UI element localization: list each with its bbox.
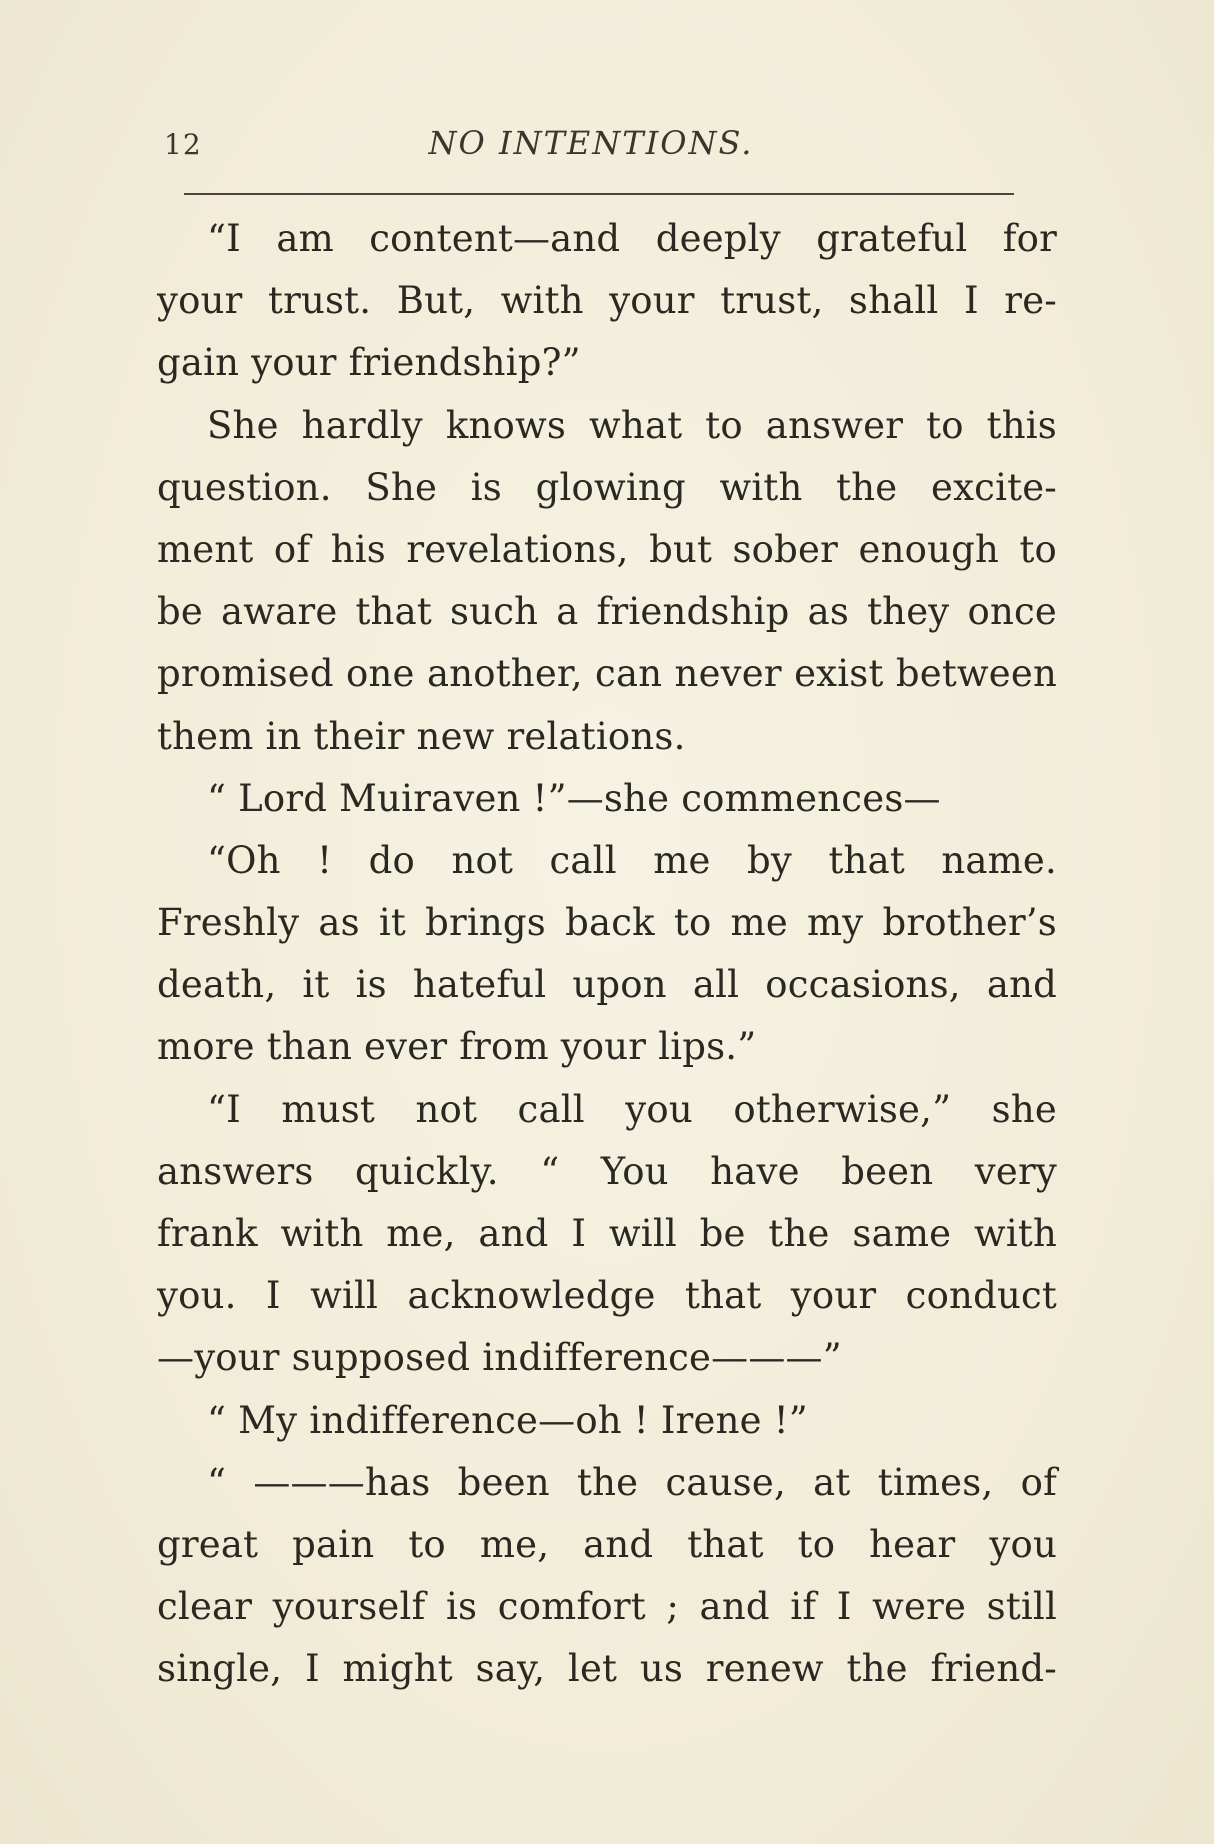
text-line: clear yourself is comfort ; and if I were still	[157, 1585, 1057, 1629]
text-line: question. She is glowing with the excite-	[157, 465, 1057, 509]
running-head	[160, 124, 1022, 164]
text-line: “I must not call you otherwise,” she	[207, 1087, 1057, 1131]
text-line: you. I will acknowledge that your conduct	[157, 1274, 1057, 1318]
text-line: ment of his revelations, but sober enough to	[157, 527, 1057, 571]
text-line: —your supposed indifference———”	[157, 1336, 842, 1380]
text-line: answers quickly. “ You have been very	[157, 1149, 1057, 1193]
text-line: your trust. But, with your trust, shall I re-	[157, 279, 1057, 323]
text-line: “ My indifference—oh ! Irene !”	[207, 1398, 808, 1442]
text-line: gain your friendship?”	[157, 341, 581, 385]
text-line: death, it is hateful upon all occasions, and	[157, 963, 1057, 1007]
text-line: She hardly knows what to answer to this	[207, 403, 1057, 447]
text-line: promised one another, can never exist between	[157, 652, 1057, 696]
text-line: them in their new relations.	[157, 714, 686, 758]
text-line: “ Lord Muiraven !”—she commences—	[207, 776, 941, 820]
text-line: Freshly as it brings back to me my brother’s	[157, 901, 1057, 945]
text-line: be aware that such a friendship as they once	[157, 590, 1057, 634]
text-line: frank with me, and I will be the same with	[157, 1212, 1057, 1255]
text-line: more than ever from your lips.”	[157, 1025, 757, 1069]
running-title: NO INTENTIONS.	[428, 124, 754, 162]
text-line: “ ———has been the cause, at times, of	[207, 1460, 1057, 1504]
text-line: great pain to me, and that to hear you	[157, 1522, 1057, 1566]
text-line: single, I might say, let us renew the friend-	[157, 1647, 1057, 1691]
header-rule	[184, 193, 1014, 195]
page-number: 12	[164, 128, 202, 161]
text-line: “Oh ! do not call me by that name.	[207, 838, 1057, 882]
body-text	[157, 208, 1057, 1701]
text-line: “I am content—and deeply grateful for	[207, 217, 1057, 260]
